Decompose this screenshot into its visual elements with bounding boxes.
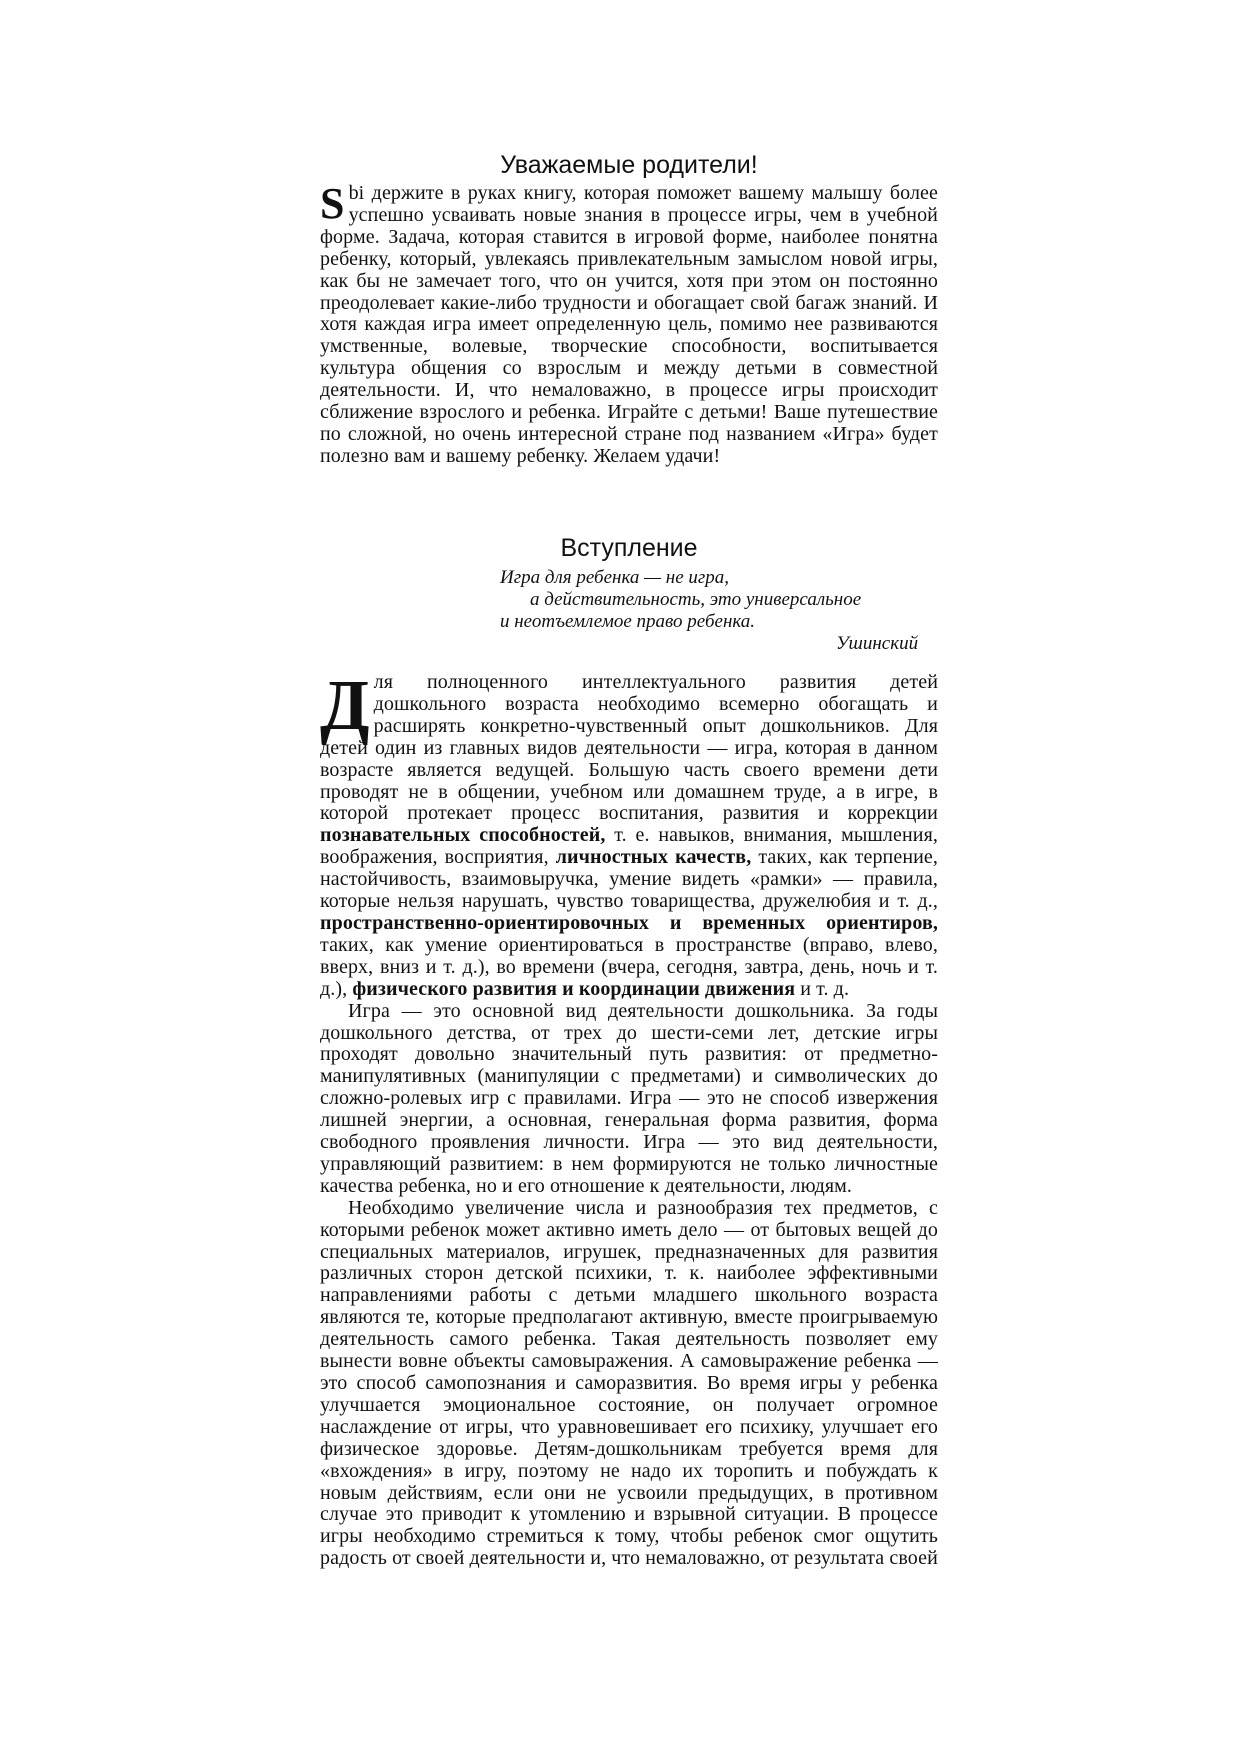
- section-title-intro: Вступление: [560, 534, 698, 562]
- p1-text-1: ля полноценного интеллектуального развития детей дошкольного возраста необходимо всемерно обогащать и расширять конкретно-чувственный опыт дошкольников. Для детей один из главных видов деятельности — игра, которая в данном возрасте является ведущей. Большую часть своего времени дети проводят не в общении, учебном или домашнем труде, а в игре, в которой протекает процесс воспитания, развития и коррекции: [320, 671, 938, 825]
- p1-bold-1: познавательных способностей,: [320, 824, 606, 847]
- dropcap-s: S: [320, 179, 345, 228]
- section-title-parents: Уважаемые родители!: [500, 151, 758, 179]
- epigraph-author: Ушинский: [836, 633, 919, 654]
- p1-bold-4: физического развития и координации движения: [352, 977, 796, 1000]
- p1-text-2: т. е. навыков, внимания, мышления, воображения, восприятия,: [320, 824, 938, 869]
- p1-bold-2: личностных качеств,: [555, 846, 752, 869]
- epigraph-line-1: Игра для ребенка — не игра,: [500, 567, 730, 588]
- dropcap-d: Д: [320, 665, 370, 745]
- intro-text: bi держите в руках книгу, которая поможет вашему малышу более успешно усваивать новые знания в процессе игры, чем в учебной форме. Задача, которая ставится в игровой форме, наиболее понятна ребенку, который, увлекаясь привлекательным замыслом новой игры, как бы не замечает того, что он учится, хотя при этом он постоянно преодолевает какие-либо трудности и обогащает свой багаж знаний. И хотя каждая игра имеет определенную цель, помимо нее развиваются умственные, волевые, творческие способности, воспитывается культура общения со взрослым и между детьми в совместной деятельности. И, что немаловажно, в процессе игры происходит сближение взрослого и ребенка. Играйте с детьми! Ваше путешествие по сложной, но очень интересной стране под названием «Игра» будет полезно вам и вашему ребенку. Желаем удачи!: [320, 182, 938, 467]
- section-intro-paragraph: [320, 179, 938, 468]
- p1-bold-3: пространственно-ориентировочных и временных ориентиров,: [320, 911, 938, 934]
- epigraph-line-2: а действительность, это универсальное: [530, 589, 862, 610]
- section-main-text: [320, 665, 939, 1570]
- p1-text-4: таких, как умение ориентироваться в пространстве (вправо, влево, вверх, вниз и т. д.), во времени (вчера, сегодня, завтра, день, ночь и т. д.),: [320, 933, 938, 1000]
- paragraph-1: [320, 665, 939, 1001]
- epigraph-line-3: и неотъемлемое право ребенка.: [500, 611, 756, 632]
- p1-text-3: таких, как терпение, настойчивость, взаимовыручка, умение видеть «рамки» — правила, которые нельзя нарушать, чувство товарищества, дружелюбия и т. д.,: [320, 846, 939, 913]
- p1-text-5: и т. д.: [795, 977, 850, 1000]
- paragraph-2: Игра — это основной вид деятельности дошкольника. За годы дошкольного детства, от трех до шести-семи лет, детские игры проходят довольно значительный путь развития: от предметно-манипулятивных (манипуляции с предметами) и символических до сложно-ролевых игр с правилами. Игра — это не способ извержения лишней энергии, а основная, генеральная форма развития, форма свободного проявления личности. Игра — это вид деятельности, управляющий развитием: в нем формируются не только личностные качества ребенка, но и его отношение к деятельности, людям.: [320, 999, 938, 1197]
- intro-paragraph: [320, 179, 938, 468]
- paragraph-3: Необходимо увеличение числа и разнообразия тех предметов, с которыми ребенок может активно иметь дело — от бытовых вещей до специальных материалов, игрушек, предназначенных для развития различных сторон детской психики, т. к. наиболее эффективными направлениями работы с детьми младшего школьного возраста являются те, которые предполагают активную, вместе проигрываемую деятельность самого ребенка. Такая деятельность позволяет ему вынести вовне объекты самовыражения. А самовыражение ребенка — это способ самопознания и саморазвития. Во время игры у ребенка улучшается эмоциональное состояние, он получает огромное наслаждение от игры, что уравновешивает его психику, улучшает его физическое здоровье. Детям-дошкольникам требуется время для «вхождения» в игру, поэтому не надо их торопить и побуждать к новым действиям, если они не усвоили предыдущих, в противном случае это приводит к утомлению и взрывной ситуации. В процессе игры необходимо стремиться к тому, чтобы ребенок смог ощутить радость от своей деятельности и, что немаловажно, от результата своей: [320, 1196, 938, 1570]
